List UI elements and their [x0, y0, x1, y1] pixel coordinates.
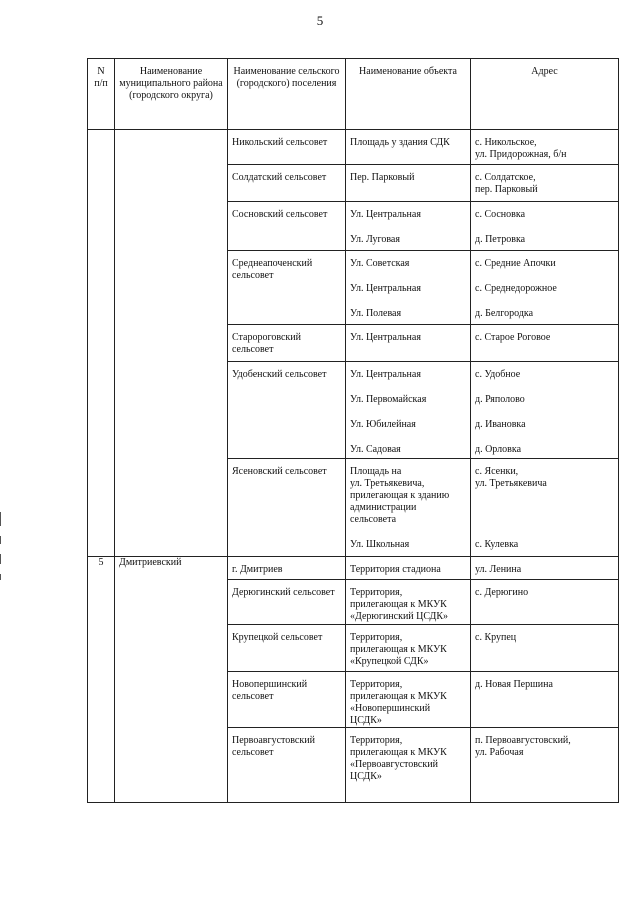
address-list	[475, 172, 614, 196]
object-cell	[346, 362, 471, 459]
object-cell	[346, 251, 471, 325]
object-cell	[346, 672, 471, 728]
address-list	[475, 587, 614, 623]
object-name: Ул. Центральная	[350, 369, 421, 380]
row-number: 5	[98, 557, 104, 568]
object-cell	[346, 202, 471, 251]
settlement-name: Старороговский сельсовет	[232, 332, 301, 355]
address-list	[475, 332, 614, 344]
settlement-name: г. Дмитриев	[232, 564, 283, 575]
settlement-name: Ясеновский сельсовет	[232, 466, 327, 477]
margin-marks	[0, 512, 4, 612]
object-cell	[346, 130, 471, 165]
object-cell	[346, 459, 471, 557]
object-name: Ул. Юбилейная	[350, 419, 416, 430]
address-text: д. Ряполово	[475, 394, 525, 405]
address-cell	[471, 325, 619, 362]
address-text: с. Солдатское, пер. Парковый	[475, 172, 538, 195]
settlement-cell	[228, 672, 346, 728]
object-name: Территория, прилегающая к МКУК «Новопершинский ЦСДК»	[350, 679, 447, 726]
address-text: с. Кулевка	[475, 539, 519, 550]
address-cell	[471, 251, 619, 325]
object-cell	[346, 165, 471, 202]
header-address: Адрес	[471, 59, 619, 130]
address-cell	[471, 459, 619, 557]
address-list	[475, 466, 614, 551]
address-list	[475, 735, 614, 783]
object-name: Территория, прилегающая к МКУК «Дерюгинский ЦСДК»	[350, 587, 449, 622]
header-settlement: Наименование сельского (городского) поселения	[228, 59, 346, 130]
district-name: Дмитриевский	[119, 557, 182, 568]
address-text: д. Ивановка	[475, 419, 526, 430]
address-cell	[471, 165, 619, 202]
address-text: ул. Ленина	[475, 564, 522, 575]
object-list	[350, 332, 466, 344]
address-text: п. Первоавгустовский, ул. Рабочая	[475, 735, 571, 758]
address-list	[475, 564, 614, 576]
object-name: Ул. Луговая	[350, 234, 400, 245]
document-table	[87, 58, 619, 803]
address-cell	[471, 202, 619, 251]
address-text: с. Дерюгино	[475, 587, 529, 598]
address-cell	[471, 625, 619, 672]
header-district: Наименование муниципального района (городского округа)	[115, 59, 228, 130]
settlement-name: Дерюгинский сельсовет	[232, 587, 335, 598]
settlement-cell	[228, 202, 346, 251]
settlement-name: Новопершинский сельсовет	[232, 679, 308, 702]
object-list	[350, 587, 466, 623]
settlement-name: Никольский сельсовет	[232, 137, 328, 148]
object-cell	[346, 728, 471, 803]
address-text: с. Средние Апочки	[475, 258, 556, 269]
table-row	[88, 557, 619, 580]
address-text: с. Сосновка	[475, 209, 526, 220]
object-name: Ул. Первомайская	[350, 394, 427, 405]
settlement-name: Удобенский сельсовет	[232, 369, 327, 380]
row-number-cell	[88, 557, 115, 803]
object-list	[350, 679, 466, 727]
object-name: Ул. Советская	[350, 258, 410, 269]
table-header-row	[88, 59, 619, 130]
object-list	[350, 564, 466, 576]
object-cell	[346, 625, 471, 672]
settlement-name: Крупецкой сельсовет	[232, 632, 323, 643]
object-list	[350, 735, 466, 783]
row-number-cell	[88, 130, 115, 557]
address-list	[475, 258, 614, 320]
object-list	[350, 137, 466, 161]
settlement-cell	[228, 165, 346, 202]
settlement-name: Первоавгустовский сельсовет	[232, 735, 315, 758]
object-list	[350, 172, 466, 196]
address-text: с. Никольское, ул. Придорожная, б/н	[475, 137, 567, 160]
address-text: д. Петровка	[475, 234, 526, 245]
address-cell	[471, 728, 619, 803]
address-cell	[471, 362, 619, 459]
header-object: Наименование объекта	[346, 59, 471, 130]
object-name: Территория, прилегающая к МКУК «Крупецкой СДК»	[350, 632, 447, 667]
address-text: д. Орловка	[475, 444, 522, 455]
address-text: с. Ясенки, ул. Третьякевича	[475, 466, 547, 489]
district-cell	[115, 557, 228, 803]
object-cell	[346, 325, 471, 362]
object-name: Ул. Школьная	[350, 539, 410, 550]
object-name: Пер. Парковый	[350, 172, 415, 183]
object-name: Площадь у здания СДК	[350, 137, 450, 148]
object-name: Ул. Центральная	[350, 332, 421, 343]
settlement-cell	[228, 251, 346, 325]
object-list	[350, 209, 466, 246]
address-cell	[471, 672, 619, 728]
object-name: Площадь на ул. Третьякевича, прилегающая к зданию администрации сельсовета	[350, 466, 450, 525]
object-cell	[346, 580, 471, 625]
object-list	[350, 369, 466, 456]
object-list	[350, 258, 466, 320]
object-name: Ул. Полевая	[350, 308, 402, 319]
settlement-cell	[228, 130, 346, 165]
address-list	[475, 369, 614, 456]
object-list	[350, 632, 466, 668]
address-text: с. Старое Роговое	[475, 332, 551, 343]
page-number: 5	[316, 13, 324, 28]
settlement-cell	[228, 325, 346, 362]
object-cell	[346, 557, 471, 580]
object-name: Ул. Садовая	[350, 444, 401, 455]
address-text: с. Удобное	[475, 369, 521, 380]
object-list	[350, 466, 466, 551]
object-name: Территория, прилегающая к МКУК «Первоавгустовский ЦСДК»	[350, 735, 447, 782]
address-list	[475, 679, 614, 727]
address-text: с. Среднедорожное	[475, 283, 557, 294]
address-text: д. Новая Першина	[475, 679, 553, 690]
settlement-cell	[228, 580, 346, 625]
object-name: Территория стадиона	[350, 564, 441, 575]
settlement-name: Солдатский сельсовет	[232, 172, 327, 183]
address-cell	[471, 130, 619, 165]
address-text: с. Крупец	[475, 632, 517, 643]
object-name: Ул. Центральная	[350, 209, 421, 220]
address-text: д. Белгородка	[475, 308, 534, 319]
settlement-name: Среднеапоченский сельсовет	[232, 258, 313, 281]
settlement-cell	[228, 459, 346, 557]
header-num: N п/п	[88, 59, 115, 130]
address-list	[475, 632, 614, 668]
address-cell	[471, 557, 619, 580]
address-list	[475, 209, 614, 246]
settlement-cell	[228, 362, 346, 459]
table-row	[88, 130, 619, 165]
settlement-cell	[228, 625, 346, 672]
address-list	[475, 137, 614, 161]
district-cell	[115, 130, 228, 557]
object-name: Ул. Центральная	[350, 283, 421, 294]
settlement-name: Сосновский сельсовет	[232, 209, 328, 220]
address-cell	[471, 580, 619, 625]
settlement-cell	[228, 728, 346, 803]
settlement-cell	[228, 557, 346, 580]
